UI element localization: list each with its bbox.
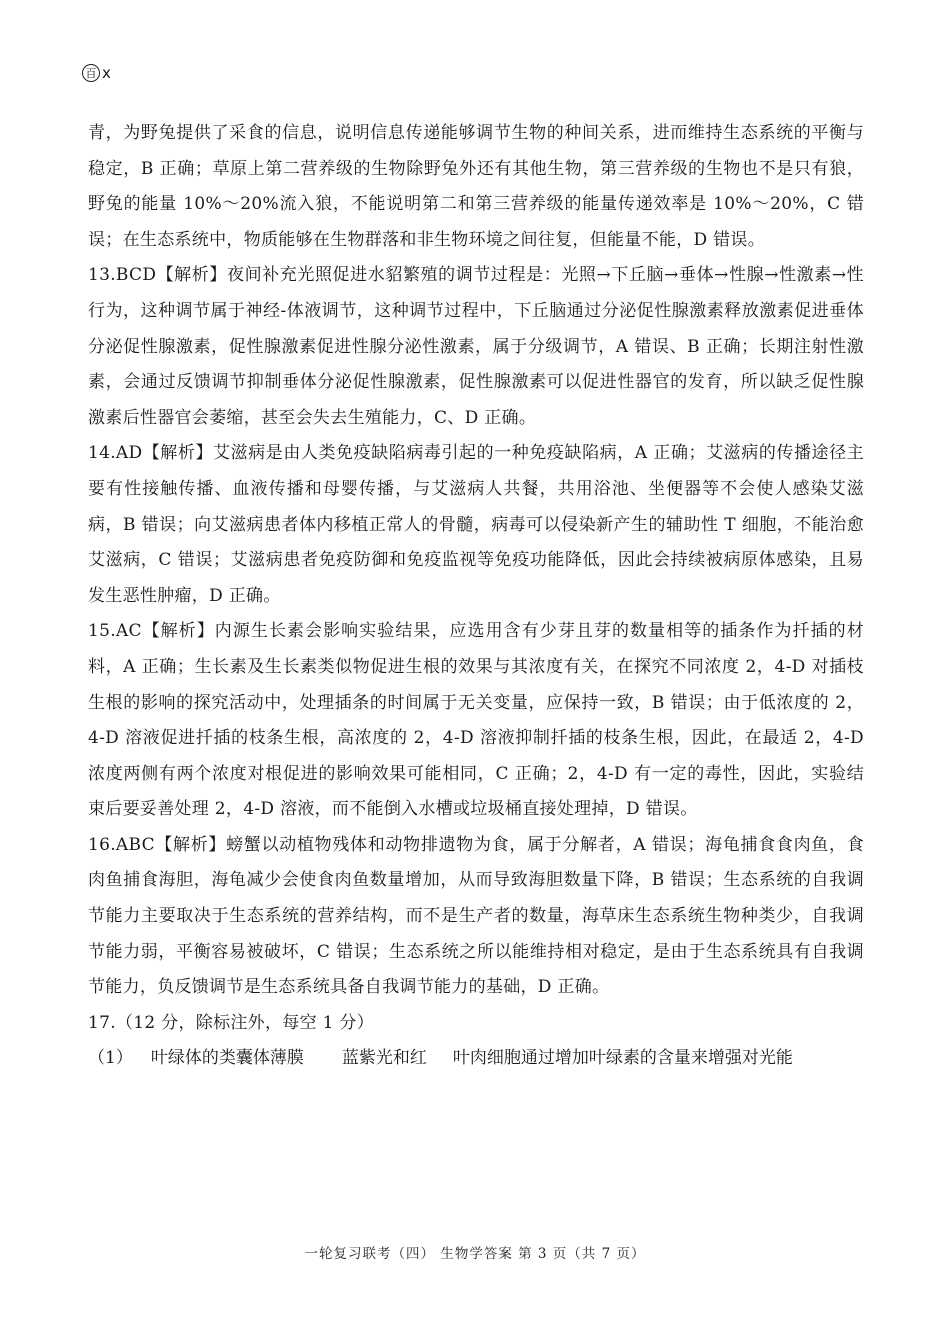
paragraph-q14: 14.AD【解析】艾滋病是由人类免疫缺陷病毒引起的一种免疫缺陷病，A 正确；艾滋病的传播途径主要有性接触传播、血液传播和母婴传播，与艾滋病人共餐，共用浴池、坐便器等不会使人感染艾滋病，B 错误；向艾滋病患者体内移植正常人的骨髓，病毒可以侵染新产生的辅助性 T 细胞，不能治愈艾滋病，C 错误；艾滋病患者免疫防御和免疫监视等免疫功能降低，因此会持续被病原体感染，且易发生恶性肿瘤，D 正确。 (88, 443, 864, 606)
page-footer: 一轮复习联考（四） 生物学答案 第 3 页（共 7 页） (304, 1246, 646, 1262)
sub-answer-blank-2: 蓝紫光和红 (341, 1048, 427, 1069)
sub-answer-blank-3: 叶肉细胞通过增加叶绿素的含量来增强对光能 (452, 1048, 793, 1069)
paragraph-q13: 13.BCD【解析】夜间补充光照促进水貂繁殖的调节过程是：光照→下丘脑→垂体→性腺→性激素→性行为，这种调节属于神经-体液调节，这种调节过程中，下丘脑通过分泌促性腺激素释放激素促进垂体分泌促性腺激素，促性腺激素促进性腺分泌性激素，属于分级调节，A 错误、B 正确；长期注射性激素，会通过反馈调节抑制垂体分泌促性腺激素，促性腺激素可以促进性器官的发育，所以缺乏促性腺激素后性器官会萎缩，甚至会失去生殖能力，C、D 正确。 (88, 265, 864, 428)
answer-content (88, 116, 864, 1077)
paragraph-q16: 16.ABC【解析】螃蟹以动植物残体和动物排遗物为食，属于分解者，A 错误；海龟捕食食肉鱼，食肉鱼捕食海胆，海龟减少会使食肉鱼数量增加，从而导致海胆数量下降，B 错误；生态系统的自我调节能力主要取决于生态系统的营养结构，而不是生产者的数量，海草床生态系统生物种类少，自我调节能力弱，平衡容易被破坏，C 错误；生态系统之所以能维持相对稳定，是由于生态系统具有自我调节能力，负反馈调节是生态系统具备自我调节能力的基础，D 正确。 (88, 834, 864, 998)
logo-suffix: x (102, 64, 111, 82)
brand-logo (82, 64, 111, 82)
paragraph-q17-header: 17.（12 分，除标注外，每空 1 分） (88, 1012, 374, 1033)
q17-sub-answer-1 (88, 1041, 864, 1077)
paragraph-q12-continued: 青，为野兔提供了采食的信息，说明信息传递能够调节生物的种间关系，进而维持生态系统的平衡与稳定，B 正确；草原上第二营养级的生物除野兔外还有其他生物，第三营养级的生物也不是只有狼，野兔的能量 10%～20%流入狼，不能说明第二和第三营养级的能量传递效率是 10%～20%，C 错误；在生态系统中，物质能够在生物群落和非生物环境之间往复，但能量不能，D 错误。 (88, 123, 864, 250)
logo-circle-icon: 百 (82, 64, 100, 82)
sub-answer-blank-1: 叶绿体的类囊体薄膜 (150, 1048, 304, 1069)
paragraph-q15: 15.AC【解析】内源生长素会影响实验结果，应选用含有少芽且芽的数量相等的插条作为扦插的材料，A 正确；生长素及生长素类似物促进生根的效果与其浓度有关，在探究不同浓度 2，4-D 对插枝生根的影响的探究活动中，处理插条的时间属于无关变量，应保持一致，B 错误；由于低浓度的 2，4-D 溶液促进扦插的枝条生根，高浓度的 2，4-D 溶液抑制扦插的枝条生根，因此，在最适 2，4-D 浓度两侧有两个浓度对根促进的影响效果可能相同，C 正确；2，4-D 有一定的毒性，因此，实验结束后要妥善处理 2，4-D 溶液，而不能倒入水槽或垃圾桶直接处理掉，D 错误。 (88, 621, 864, 820)
sub-answer-number: （1） (88, 1048, 133, 1069)
